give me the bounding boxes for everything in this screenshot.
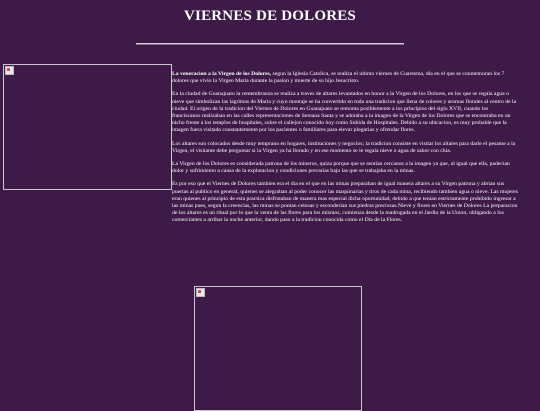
paragraph-5: Es por eso que el Viernes de Dolores tambien era el dia en el que en las minas preparaban de igual manera altares a su Virgen patrona y abrian sus puertas al publico en general, quienes se alegraban al poder conocer las maquinarias y tiros de cada mina, recibiendo tambien agua o nieve. Las mujeres eran quienes al principio de esta practica disfrutaban de manera mas especial dicha oportunidad, debido a que tenian estrictamente prohibido ingresar a las minas pues, segun la creencias, las minas se ponian celosas y esconderian sus piedras preciosas.Nieve y flores en Viernes de Dolores La preparacion de los altares es un ritual por lo que la venta de las flores para los mismos, comienza desde la madrugada en el Jardin de la Union, obligando a los comerciantes a arribar la noche anterior, dando paso a la tradicion conocida como el Dia de la Flores.: [172, 181, 519, 224]
article-image-bottom: [194, 286, 362, 411]
article-body: [172, 71, 518, 231]
broken-image-icon: [196, 288, 205, 297]
paragraph-intro: [172, 71, 518, 85]
paragraph-3: Los altares son colocados desde muy temprano en hogares, instituciones y negocios; la tradicion consiste en visitar los altares para darle el pesame a la Virgen, el visitante debe preguntar si la Virgen ya ha llorado y en ese momento se le regala nieve o agua de sabor con chia.: [172, 140, 516, 154]
paragraph-2: En la ciudad de Guanajuato la remembranza se realiza a traves de altares levantados en honor a la Virgen de los Dolores, en los que se regala agua o nieve que simbolizan las lagrimas de Maria y cuyo montaje se ha convertido en toda una tradicion que llena de colores y aromas florales al centro de la ciudad. El origen de la tradicion del Viernes de Dolores en Guanajuato se remonta posiblemente a los principios del siglo XVII, cuando los franciscanos realizaban en las calles representaciones de Semana Santa y se adoraba a la imagen de la Virgen de los Dolores que se encontraba en un nicho frente a los templos de hospitales, sobre el callejon conocido hoy como Subida de Hospitales. Debido a su ubicacion, es muy probable que la imagen fuera visitada constantemente por los pacientes o familiares para elevar plegarias y ofrendar flores.: [172, 91, 517, 134]
intro-text: segun la Iglesia Catolica, se realiza el ultimo viernes de Cuaresma, dia en el que se conmemoran los 7 dolores que vivio la Virgen Maria durante la pasion y muerte de su hijo Jesucristo.: [172, 71, 505, 85]
horizontal-rule: [136, 43, 404, 45]
article-image-top: [3, 64, 172, 190]
broken-image-icon: [5, 66, 14, 75]
page-title: VIERNES DE DOLORES: [184, 8, 356, 24]
paragraph-4: La Virgen de los Dolores es considerada patrona de los mineros, quiza porque que se sentian cercanos a la imagen ya que, al igual que ella, padecian dolor y sufrimiento a causa de la explotacion y condiciones precarias bajo las que se trabajaba en la minas.: [172, 161, 510, 175]
lead-text: La veneracion a la Virgen de los Dolores,: [172, 71, 272, 77]
